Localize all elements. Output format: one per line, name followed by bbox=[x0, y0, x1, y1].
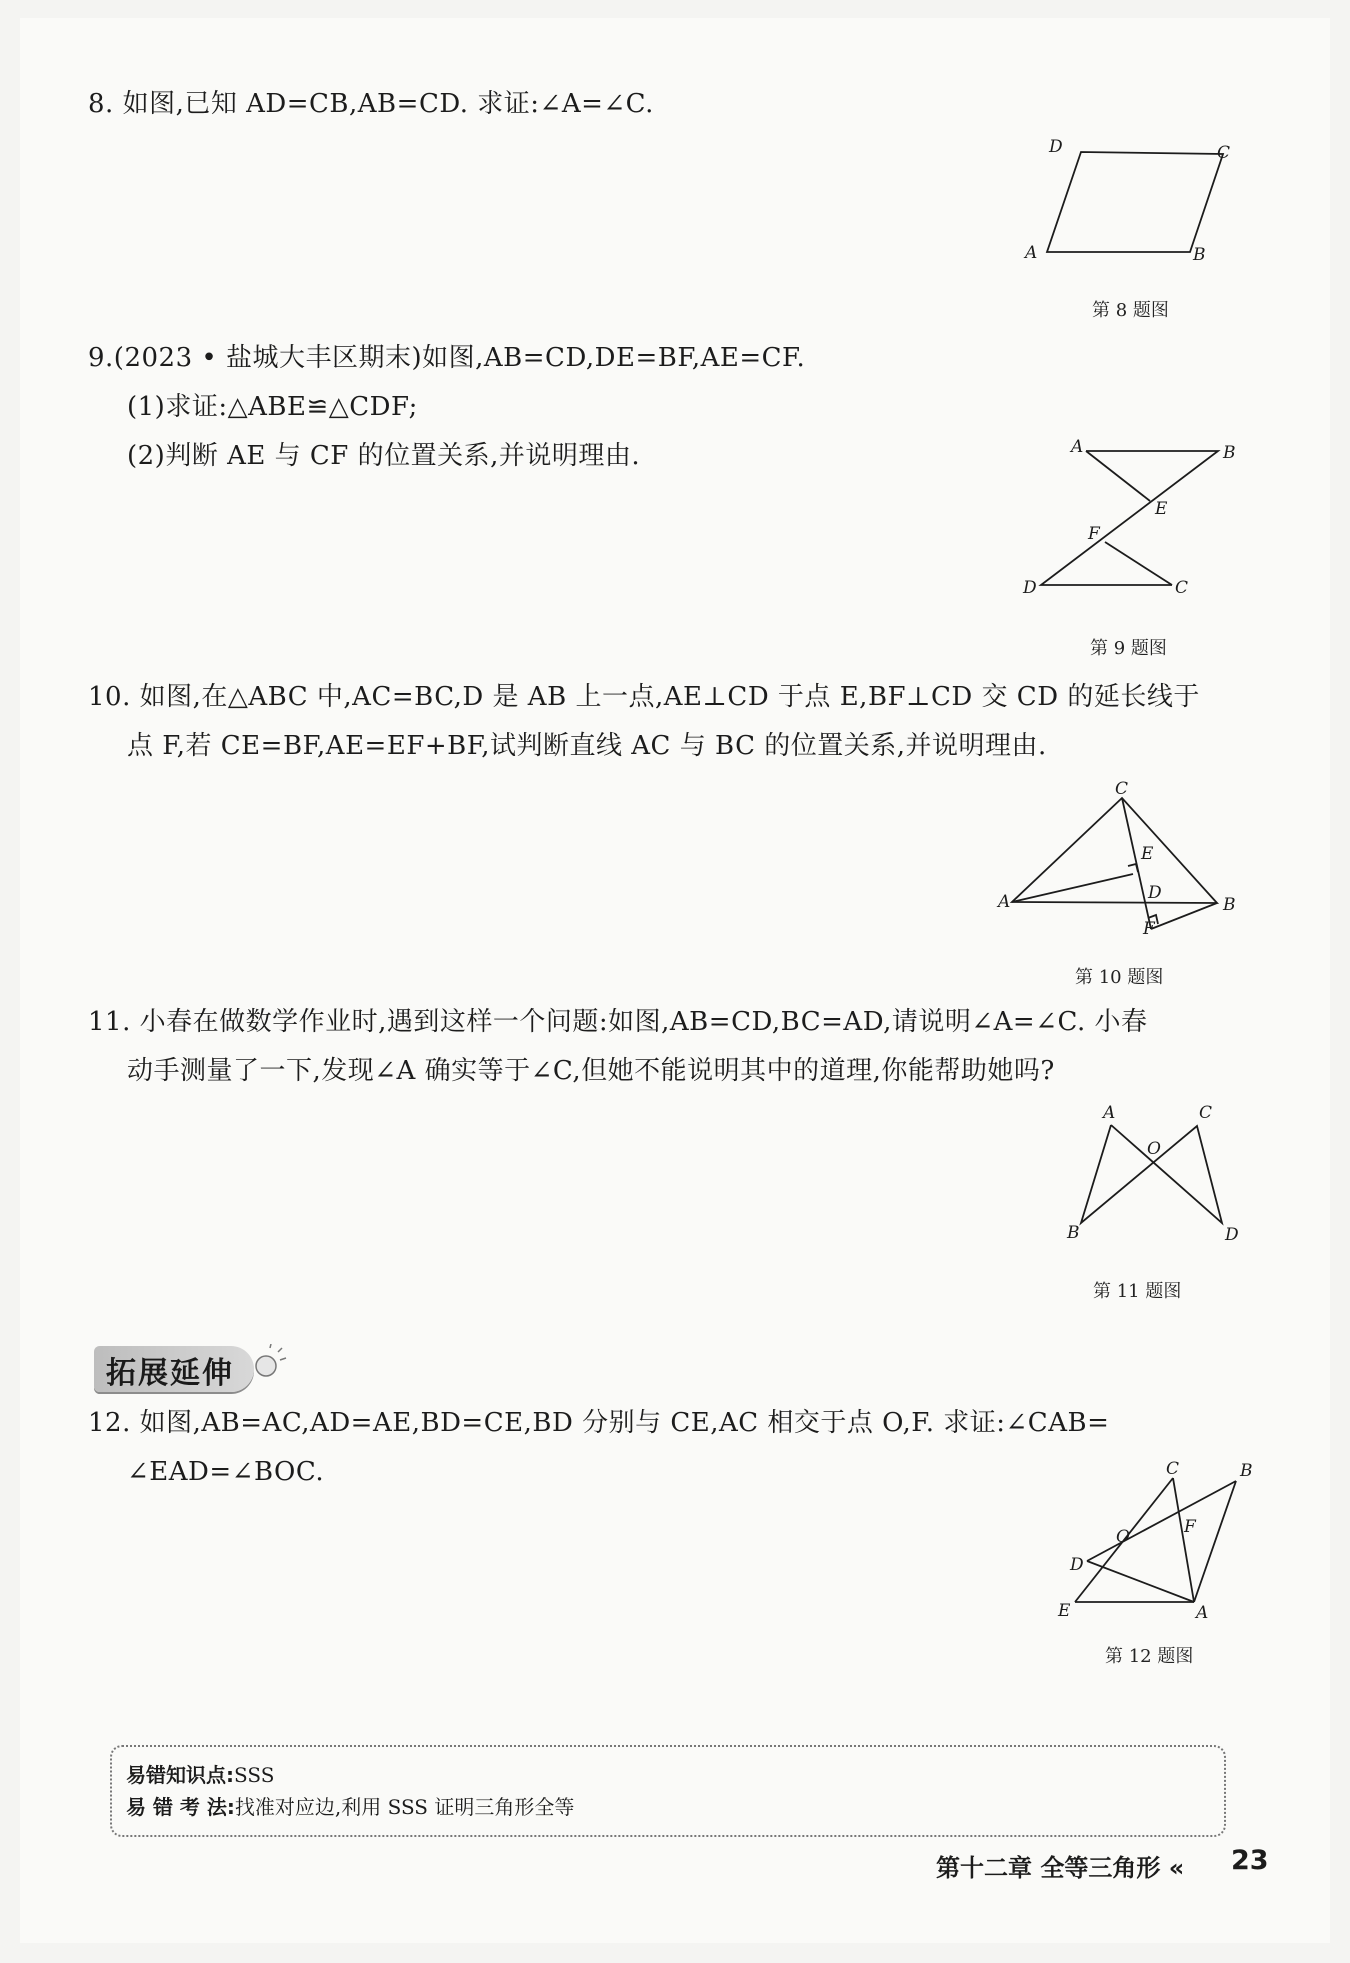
caption-11: 第 11 题图 bbox=[1093, 1281, 1182, 1302]
question-9-part2: (2)判断 AE 与 CF 的位置关系,并说明理由. bbox=[127, 441, 641, 471]
label-o: O bbox=[1147, 1139, 1161, 1159]
question-9 bbox=[88, 334, 805, 481]
label-b: B bbox=[1240, 1461, 1253, 1481]
label-d: D bbox=[1023, 578, 1037, 598]
tip-box bbox=[110, 1745, 1226, 1837]
section-title-badge bbox=[94, 1342, 284, 1394]
chapter-footer: 第十二章 全等三角形 « bbox=[936, 1854, 1185, 1882]
question-11 bbox=[88, 998, 1148, 1096]
label-e: E bbox=[1155, 499, 1168, 519]
figure-8 bbox=[1015, 138, 1245, 268]
question-10 bbox=[88, 673, 1200, 771]
label-b: B bbox=[1223, 443, 1236, 463]
figure-12 bbox=[1050, 1458, 1260, 1628]
label-b: B bbox=[1223, 895, 1236, 915]
tip-method-value: 找准对应边,利用 SSS 证明三角形全等 bbox=[234, 1795, 575, 1819]
label-d: D bbox=[1070, 1555, 1084, 1575]
label-a: A bbox=[1025, 243, 1038, 263]
question-12-line2: ∠EAD=∠BOC. bbox=[127, 1457, 325, 1487]
label-c: C bbox=[1175, 578, 1189, 598]
section-title: 拓展延伸 bbox=[106, 1356, 234, 1391]
question-12 bbox=[88, 1399, 1109, 1497]
caption-10: 第 10 题图 bbox=[1075, 967, 1164, 988]
label-f: F bbox=[1088, 524, 1100, 544]
label-a: A bbox=[1103, 1103, 1116, 1123]
question-12-line1: 12. 如图,AB=AC,AD=AE,BD=CE,BD 分别与 CE,AC 相交于点 O,F. 求证:∠CAB= bbox=[88, 1408, 1110, 1438]
label-a: A bbox=[1196, 1603, 1209, 1623]
label-o: O bbox=[1116, 1527, 1130, 1547]
tip-knowledge-key: 易错知识点: bbox=[126, 1763, 234, 1787]
label-e: E bbox=[1141, 844, 1154, 864]
label-f: F bbox=[1184, 1517, 1196, 1537]
question-11-line2: 动手测量了一下,发现∠A 确实等于∠C,但她不能说明其中的道理,你能帮助她吗? bbox=[127, 1056, 1055, 1086]
label-a: A bbox=[998, 892, 1011, 912]
caption-9: 第 9 题图 bbox=[1090, 638, 1167, 659]
tip-knowledge-value: SSS bbox=[234, 1763, 275, 1787]
figure-11 bbox=[1055, 1100, 1255, 1250]
figure-10 bbox=[995, 779, 1245, 942]
label-a: A bbox=[1071, 437, 1084, 457]
label-b: B bbox=[1067, 1223, 1080, 1243]
label-d: D bbox=[1225, 1225, 1239, 1245]
question-10-line1: 10. 如图,在△ABC 中,AC=BC,D 是 AB 上一点,AE⊥CD 于点 E,BF⊥CD 交 CD 的延长线于 bbox=[88, 682, 1200, 712]
label-c: C bbox=[1217, 143, 1231, 163]
label-d: D bbox=[1148, 883, 1162, 903]
caption-8: 第 8 题图 bbox=[1092, 300, 1169, 321]
label-b: B bbox=[1193, 245, 1206, 265]
question-9-stem: 9.(2023 • 盐城大丰区期末)如图,AB=CD,DE=BF,AE=CF. bbox=[88, 343, 806, 373]
figure-9 bbox=[1015, 438, 1245, 598]
tip-method-key: 易 错 考 法: bbox=[126, 1795, 235, 1819]
page-number: 23 bbox=[1231, 1845, 1269, 1876]
tip-method-row bbox=[126, 1791, 574, 1820]
question-9-part1: (1)求证:△ABE≌△CDF; bbox=[127, 392, 418, 422]
label-d: D bbox=[1049, 137, 1063, 157]
lightbulb-icon bbox=[252, 1344, 288, 1384]
label-c: C bbox=[1166, 1459, 1180, 1479]
question-8-text: 8. 如图,已知 AD=CB,AB=CD. 求证:∠A=∠C. bbox=[88, 89, 654, 119]
question-10-line2: 点 F,若 CE=BF,AE=EF+BF,试判断直线 AC 与 BC 的位置关系,并说明理由. bbox=[127, 731, 1047, 761]
tip-knowledge-row bbox=[126, 1759, 274, 1788]
label-c: C bbox=[1199, 1103, 1213, 1123]
question-8 bbox=[88, 80, 654, 129]
question-11-line1: 11. 小春在做数学作业时,遇到这样一个问题:如图,AB=CD,BC=AD,请说明∠A=∠C. 小春 bbox=[88, 1007, 1148, 1037]
caption-12: 第 12 题图 bbox=[1105, 1646, 1194, 1667]
label-c: C bbox=[1115, 779, 1129, 799]
label-e: E bbox=[1058, 1601, 1071, 1621]
label-f: F bbox=[1143, 919, 1155, 939]
